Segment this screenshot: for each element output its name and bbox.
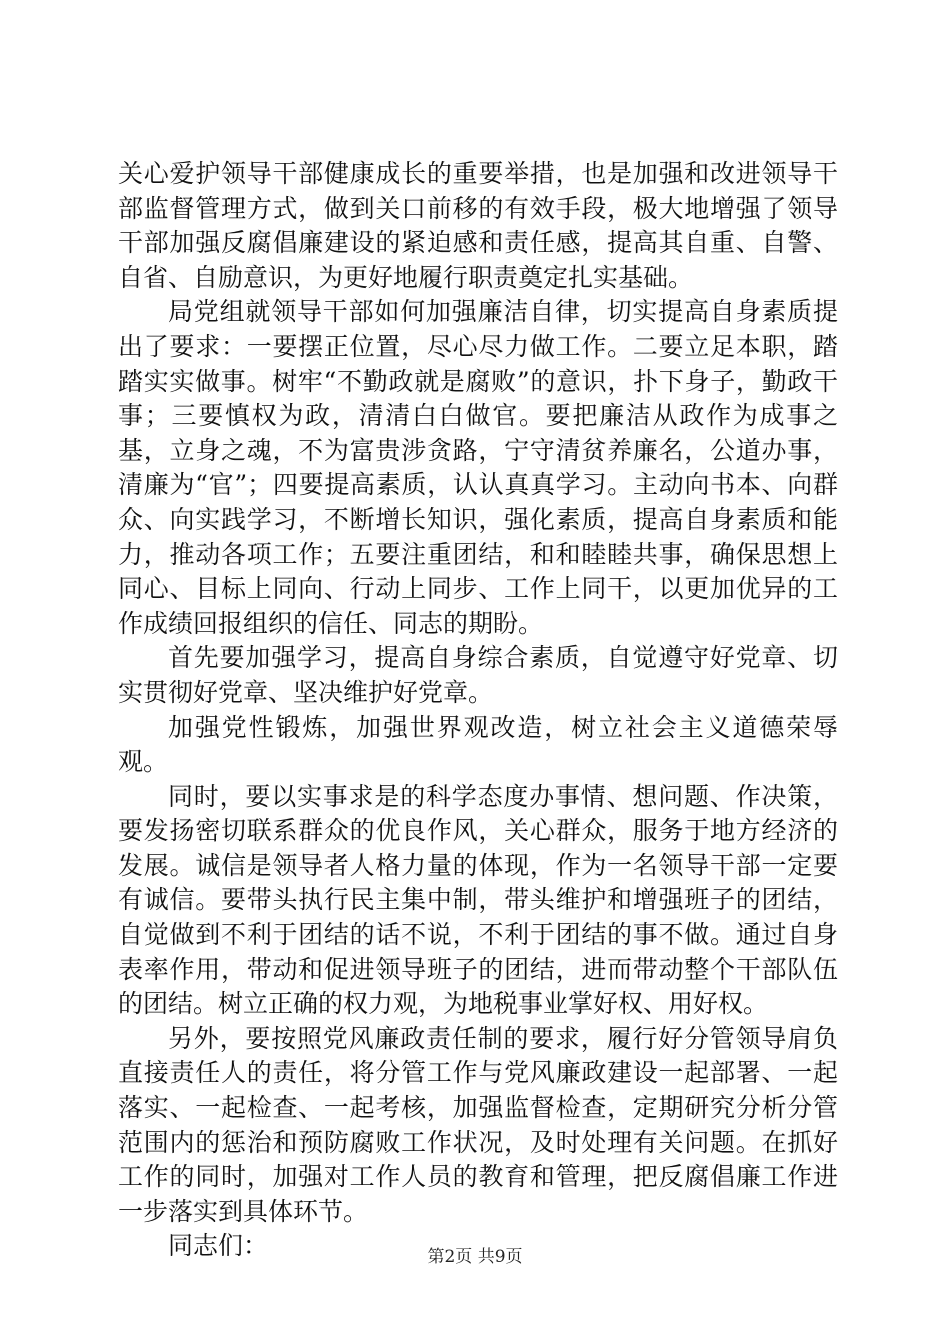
paragraph-party-requirements: 局党组就领导干部如何加强廉洁自律，切实提高自身素质提出了要求：一要摆正位置，尽心尽力做工作。二要立足本职，踏踏实实做事。树牢“不勤政就是腐败”的意识，扑下身子，勤政干事；三要慎权为政，清清白白做官。要把廉洁从政作为成事之基，立身之魂，不为富贵涉贪路，宁守清贫养廉名，公道办事，清廉为“官”；四要提高素质，认认真真学习。主动向书本、向群众、向实践学习，不断增长知识，强化素质，提高自身素质和能力，推动各项工作；五要注重团结，和和睦睦共事，确保思想上同心、目标上同向、行动上同步、工作上同干，以更加优异的工作成绩回报组织的信任、同志的期盼。 bbox=[118, 297, 838, 638]
paragraph-continuation: 关心爱护领导干部健康成长的重要举措，也是加强和改进领导干部监督管理方式，做到关口前移的有效手段，极大地增强了领导干部加强反腐倡廉建设的紧迫感和责任感，提高其自重、自警、自省、自励意识，为更好地履行职责奠定扎实基础。 bbox=[118, 159, 838, 292]
page-number-footer: 第2页 共9页 bbox=[427, 1247, 523, 1267]
paragraph-meanwhile: 同时，要以实事求是的科学态度办事情、想问题、作决策，要发扬密切联系群众的优良作风，关心群众，服务于地方经济的发展。诚信是领导者人格力量的体现，作为一名领导干部一定要有诚信。要带头执行民主集中制，带头维护和增强班子的团结，自觉做到不利于团结的话不说，不利于团结的事不做。通过自身表率作用，带动和促进领导班子的团结，进而带动整个干部队伍的团结。树立正确的权力观，为地税事业掌好权、用好权。 bbox=[118, 781, 838, 1019]
document-body bbox=[118, 157, 838, 1264]
paragraph-study: 首先要加强学习，提高自身综合素质，自觉遵守好党章、切实贯彻好党章、坚决维护好党章。 bbox=[118, 643, 838, 707]
paragraph-salutation: 同志们： bbox=[168, 1231, 269, 1261]
paragraph-additionally: 另外，要按照党风廉政责任制的要求，履行好分管领导肩负直接责任人的责任，将分管工作与党风廉政建设一起部署、一起落实、一起检查、一起考核，加强监督检查，定期研究分析分管范围内的惩治和预防腐败工作状况，及时处理有关问题。在抓好工作的同时，加强对工作人员的教育和管理，把反腐倡廉工作进一步落实到具体环节。 bbox=[118, 1023, 838, 1226]
paragraph-party-spirit: 加强党性锻炼，加强世界观改造，树立社会主义道德荣辱观。 bbox=[118, 712, 838, 777]
